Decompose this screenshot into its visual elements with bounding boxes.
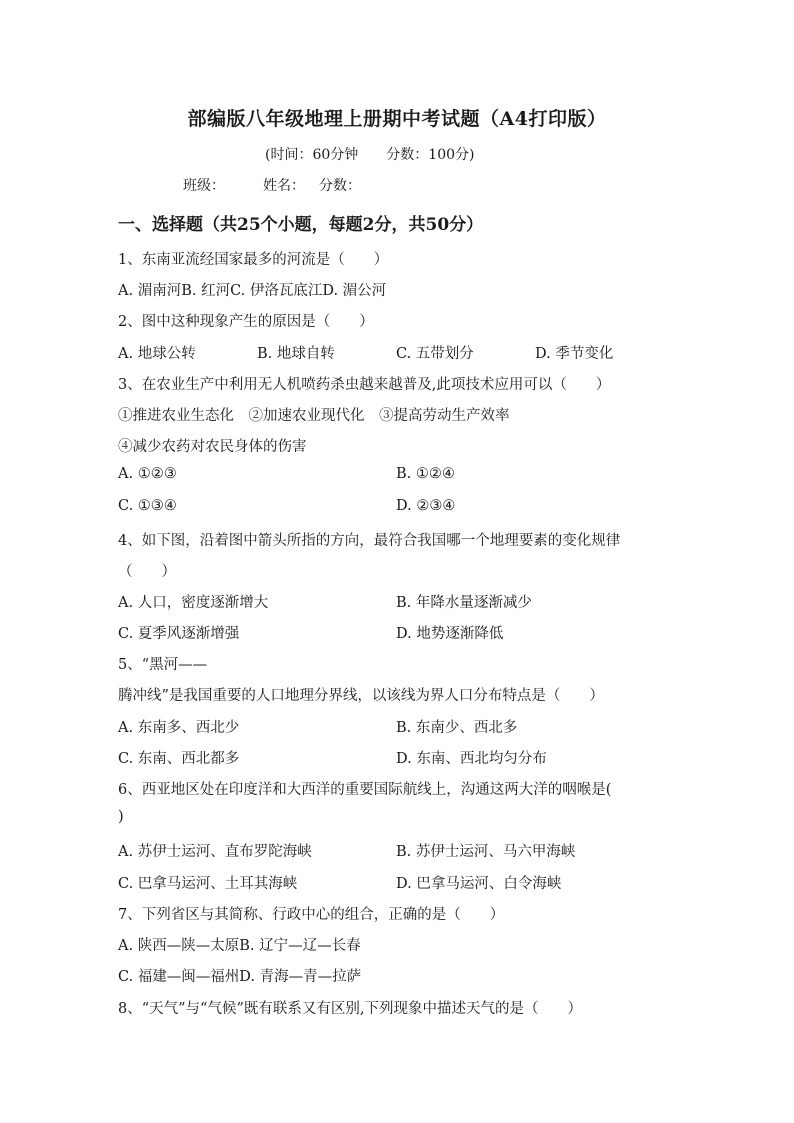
question-3-option-a: A. ①②③ <box>118 466 177 482</box>
question-4-stem: 4、如下图，沿着图中箭头所指的方向，最符合我国哪一个地理要素的变化规律 <box>118 533 621 549</box>
question-3-option-c: C. ①③④ <box>118 498 177 514</box>
class-label: 班级： <box>183 178 225 194</box>
question-4-option-d: D. 地势逐渐降低 <box>396 626 504 642</box>
question-1-stem: 1、东南亚流经国家最多的河流是（ ） <box>118 252 389 268</box>
question-3-stem: 3、在农业生产中利用无人机喷药杀虫越来越普及,此项技术应用可以（ ） <box>118 377 611 393</box>
question-5-option-b: B. 东南少、西北多 <box>396 720 518 736</box>
time-limit: (时间：60分钟 <box>265 147 359 163</box>
page-title: 部编版八年级地理上册期中考试题（A4打印版） <box>187 108 607 130</box>
question-5-stem: 5、“黑河—— <box>118 657 208 673</box>
total-score: 分数：100分) <box>386 147 475 163</box>
question-6-stem: 6、西亚地区处在印度洋和大西洋的重要国际航线上，沟通这两大洋的咽喉是( <box>118 782 612 798</box>
question-6-stem-cont: ) <box>118 809 124 825</box>
question-5-option-d: D. 东南、西北均匀分布 <box>396 751 547 767</box>
question-6-option-d: D. 巴拿马运河、白令海峡 <box>396 876 562 892</box>
question-7-options-cd: C. 福建—闽—福州D. 青海—青—拉萨 <box>118 969 362 985</box>
question-6-option-a: A. 苏伊士运河、直布罗陀海峡 <box>118 844 312 860</box>
question-5-option-a: A. 东南多、西北少 <box>118 720 240 736</box>
question-4-stem-cont: （ ） <box>118 564 176 580</box>
question-3-option-b: B. ①②④ <box>396 466 455 482</box>
question-6-option-b: B. 苏伊士运河、马六甲海峡 <box>396 844 576 860</box>
question-2-option-d: D. 季节变化 <box>535 346 614 362</box>
question-3-items-2: ④减少农药对农民身体的伤害 <box>118 439 307 455</box>
question-3-items-1: ①推进农业生态化 ②加速农业现代化 ③提高劳动生产效率 <box>118 408 510 424</box>
score-label: 分数： <box>319 178 361 194</box>
question-2-stem: 2、图中这种现象产生的原因是（ ） <box>118 314 374 330</box>
question-7-options-ab: A. 陕西—陕—太原B. 辽宁—辽—长春 <box>118 938 361 954</box>
student-info <box>183 175 361 195</box>
question-4-option-a: A. 人口，密度逐渐增大 <box>118 595 269 611</box>
question-2-option-b: B. 地球自转 <box>257 346 335 362</box>
question-4-option-b: B. 年降水量逐渐减少 <box>396 595 532 611</box>
question-2-option-c: C. 五带划分 <box>396 346 474 362</box>
question-2-option-a: A. 地球公转 <box>118 346 196 362</box>
section-title: 一、选择题（共25个小题，每题2分，共50分） <box>118 215 484 235</box>
question-6-option-c: C. 巴拿马运河、土耳其海峡 <box>118 876 298 892</box>
question-1-options: A. 湄南河B. 红河C. 伊洛瓦底江D. 湄公河 <box>118 283 387 299</box>
question-7-stem: 7、下列省区与其简称、行政中心的组合，正确的是（ ） <box>118 907 505 923</box>
question-3-option-d: D. ②③④ <box>396 498 456 514</box>
name-label: 姓名： <box>263 178 305 194</box>
question-4-option-c: C. 夏季风逐渐增强 <box>118 626 240 642</box>
question-5-option-c: C. 东南、西北都多 <box>118 751 240 767</box>
question-8-stem: 8、“天气”与“气候”既有联系又有区别,下列现象中描述天气的是（ ） <box>118 1001 582 1017</box>
exam-meta <box>265 144 474 164</box>
question-5-stem-cont: 腾冲线”是我国重要的人口地理分界线，以该线为界人口分布特点是（ ） <box>118 688 604 704</box>
